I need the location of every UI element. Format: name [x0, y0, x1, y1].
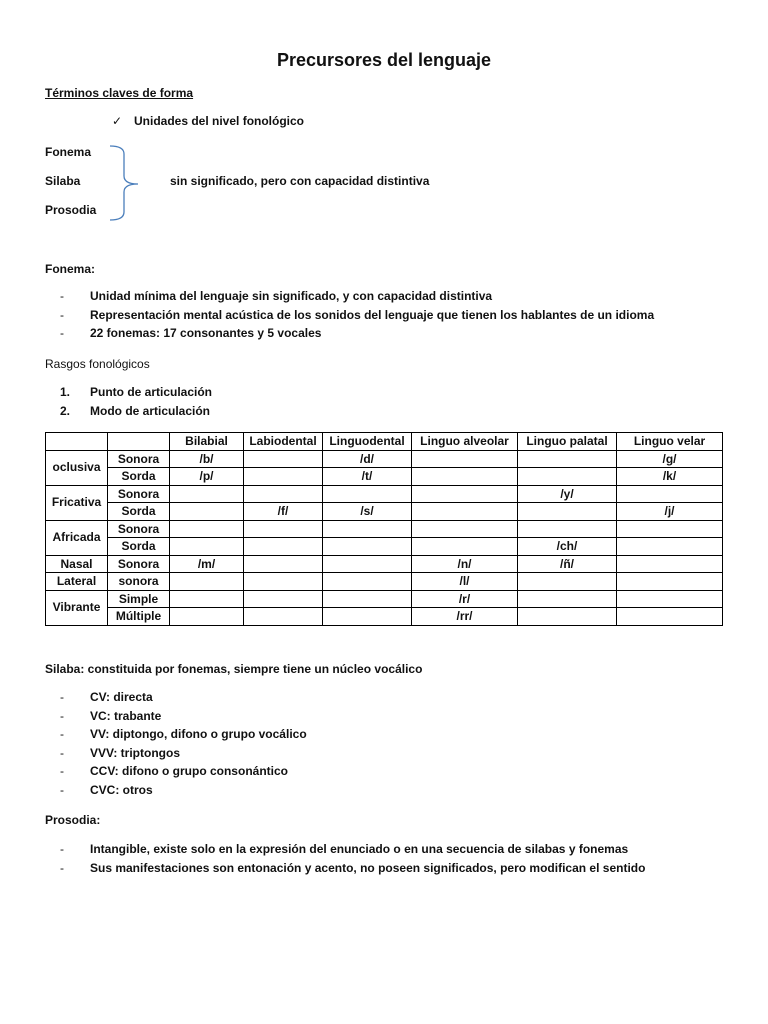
dash-marker: - — [60, 764, 64, 778]
column-header: Linguo alveolar — [412, 433, 518, 451]
list-item: - Intangible, existe solo en la expresión del enunciado o en una secuencia de silabas y fonemas — [60, 840, 645, 859]
voice-cell: Sorda — [108, 503, 170, 521]
phoneme-cell: /ch/ — [518, 538, 617, 556]
phoneme-cell — [170, 573, 244, 591]
list-item: - Sus manifestaciones son entonación y acento, no poseen significados, pero modifican el sentido — [60, 859, 645, 878]
table-row — [46, 538, 723, 556]
list-item: - VVV: triptongos — [60, 744, 307, 763]
phoneme-cell: /g/ — [617, 450, 723, 468]
list-item: - 22 fonemas: 17 consonantes y 5 vocales — [60, 324, 654, 343]
phoneme-cell: /b/ — [170, 450, 244, 468]
phoneme-cell — [617, 573, 723, 591]
phoneme-cell — [412, 485, 518, 503]
phoneme-cell — [617, 520, 723, 538]
mode-cell: Africada — [46, 520, 108, 555]
table-row — [46, 590, 723, 608]
dash-marker: - — [60, 708, 64, 723]
dash-marker: - — [60, 745, 64, 760]
phoneme-cell — [244, 573, 323, 591]
voice-cell: Sorda — [108, 468, 170, 486]
table-row — [46, 608, 723, 626]
voice-cell: Sonora — [108, 450, 170, 468]
table-row — [46, 468, 723, 486]
phoneme-cell — [323, 538, 412, 556]
checkmark-icon: ✓ — [112, 114, 123, 128]
phoneme-cell: /k/ — [617, 468, 723, 486]
phoneme-cell — [617, 608, 723, 626]
phoneme-cell — [617, 555, 723, 573]
phoneme-cell: /n/ — [412, 555, 518, 573]
phoneme-cell: /d/ — [323, 450, 412, 468]
phoneme-cell — [617, 485, 723, 503]
curly-brace-icon — [108, 144, 148, 224]
phoneme-cell — [518, 520, 617, 538]
mode-cell: Vibrante — [46, 590, 108, 625]
phoneme-cell — [518, 468, 617, 486]
phoneme-cell — [244, 555, 323, 573]
fonema-list — [60, 287, 654, 343]
list-item: - VC: trabante — [60, 707, 307, 726]
phoneme-cell — [170, 520, 244, 538]
voice-cell: Sonora — [108, 520, 170, 538]
voice-cell: Sorda — [108, 538, 170, 556]
label-silaba: Silaba — [45, 174, 81, 188]
phoneme-cell: /p/ — [170, 468, 244, 486]
fonema-heading: Fonema: — [45, 262, 96, 276]
phoneme-table — [45, 432, 723, 626]
dash-marker: - — [60, 842, 64, 856]
list-item: - CCV: difono o grupo consonántico — [60, 762, 307, 781]
phoneme-cell — [170, 485, 244, 503]
mode-cell: Fricativa — [46, 485, 108, 520]
voice-cell: Sonora — [108, 555, 170, 573]
phoneme-cell — [244, 520, 323, 538]
phoneme-cell — [323, 485, 412, 503]
column-header — [108, 433, 170, 451]
list-item: - Unidad mínima del lenguaje sin significado, y con capacidad distintiva — [60, 287, 654, 306]
mode-cell: Nasal — [46, 555, 108, 573]
phoneme-cell — [412, 520, 518, 538]
terminos-heading: Términos claves de forma — [45, 86, 194, 100]
prosodia-heading: Prosodia: — [45, 813, 101, 827]
column-header: Labiodental — [244, 433, 323, 451]
column-header: Linguodental — [323, 433, 412, 451]
table-row — [46, 573, 723, 591]
phoneme-cell — [617, 590, 723, 608]
unidades-check-line — [112, 114, 304, 128]
table-row — [46, 485, 723, 503]
voice-cell: Múltiple — [108, 608, 170, 626]
phoneme-cell — [412, 503, 518, 521]
dash-marker: - — [60, 860, 64, 875]
column-header: Linguo velar — [617, 433, 723, 451]
voice-cell: Simple — [108, 590, 170, 608]
rasgos-heading: Rasgos fonológicos — [45, 357, 150, 371]
phoneme-cell — [412, 538, 518, 556]
prosodia-list — [60, 840, 645, 877]
phoneme-cell: /j/ — [617, 503, 723, 521]
phoneme-cell — [244, 468, 323, 486]
list-item: 2. Modo de articulación — [60, 403, 211, 418]
phoneme-cell — [518, 573, 617, 591]
page-title: Precursores del lenguaje — [276, 50, 492, 70]
phoneme-cell — [412, 450, 518, 468]
phoneme-cell — [412, 468, 518, 486]
phoneme-cell — [518, 590, 617, 608]
phoneme-cell — [323, 573, 412, 591]
mode-cell: oclusiva — [46, 450, 108, 485]
phoneme-cell — [170, 503, 244, 521]
phoneme-cell — [323, 608, 412, 626]
dash-marker: - — [60, 289, 64, 303]
dash-marker: - — [60, 326, 64, 340]
phoneme-cell — [323, 555, 412, 573]
table-header-row — [46, 433, 723, 451]
silaba-heading: Silaba: constituida por fonemas, siempre tiene un núcleo vocálico — [45, 662, 423, 676]
table-row — [46, 520, 723, 538]
voice-cell: sonora — [108, 573, 170, 591]
dash-marker: - — [60, 727, 64, 741]
table-row — [46, 503, 723, 521]
phoneme-cell — [518, 450, 617, 468]
phoneme-cell — [170, 538, 244, 556]
phoneme-cell — [244, 485, 323, 503]
phoneme-cell: /t/ — [323, 468, 412, 486]
dash-marker: - — [60, 782, 64, 797]
dash-marker: - — [60, 690, 64, 704]
phoneme-cell: /r/ — [412, 590, 518, 608]
list-item: - Representación mental acústica de los sonidos del lenguaje que tienen los hablantes de un idioma — [60, 306, 654, 325]
phoneme-cell: /rr/ — [412, 608, 518, 626]
phoneme-cell — [617, 538, 723, 556]
phoneme-cell — [244, 608, 323, 626]
phoneme-cell: /f/ — [244, 503, 323, 521]
phoneme-cell — [323, 590, 412, 608]
voice-cell: Sonora — [108, 485, 170, 503]
phoneme-cell — [518, 608, 617, 626]
list-item: - VV: diptongo, difono o grupo vocálico — [60, 725, 307, 744]
column-header: Bilabial — [170, 433, 244, 451]
phoneme-cell — [244, 450, 323, 468]
phoneme-cell: /ñ/ — [518, 555, 617, 573]
phoneme-cell — [170, 590, 244, 608]
table-row — [46, 555, 723, 573]
rasgos-list — [60, 383, 212, 420]
mode-cell: Lateral — [46, 573, 108, 591]
label-prosodia: Prosodia — [45, 203, 97, 217]
label-fonema: Fonema — [45, 145, 92, 159]
list-item: - CVC: otros — [60, 781, 307, 800]
unidades-label: Unidades del nivel fonológico — [134, 114, 305, 128]
phoneme-cell — [323, 520, 412, 538]
phoneme-cell: /y/ — [518, 485, 617, 503]
table-row — [46, 450, 723, 468]
phoneme-cell — [244, 590, 323, 608]
column-header: Linguo palatal — [518, 433, 617, 451]
phoneme-cell — [518, 503, 617, 521]
silaba-list — [60, 688, 307, 799]
phoneme-cell: /m/ — [170, 555, 244, 573]
list-item: - CV: directa — [60, 688, 307, 707]
column-header — [46, 433, 108, 451]
brace-description: sin significado, pero con capacidad distintiva — [170, 174, 430, 188]
phoneme-cell: /l/ — [412, 573, 518, 591]
phoneme-cell: /s/ — [323, 503, 412, 521]
list-item: 1. Punto de articulación — [60, 385, 213, 399]
phoneme-cell — [244, 538, 323, 556]
phoneme-cell — [170, 608, 244, 626]
dash-marker: - — [60, 307, 64, 322]
